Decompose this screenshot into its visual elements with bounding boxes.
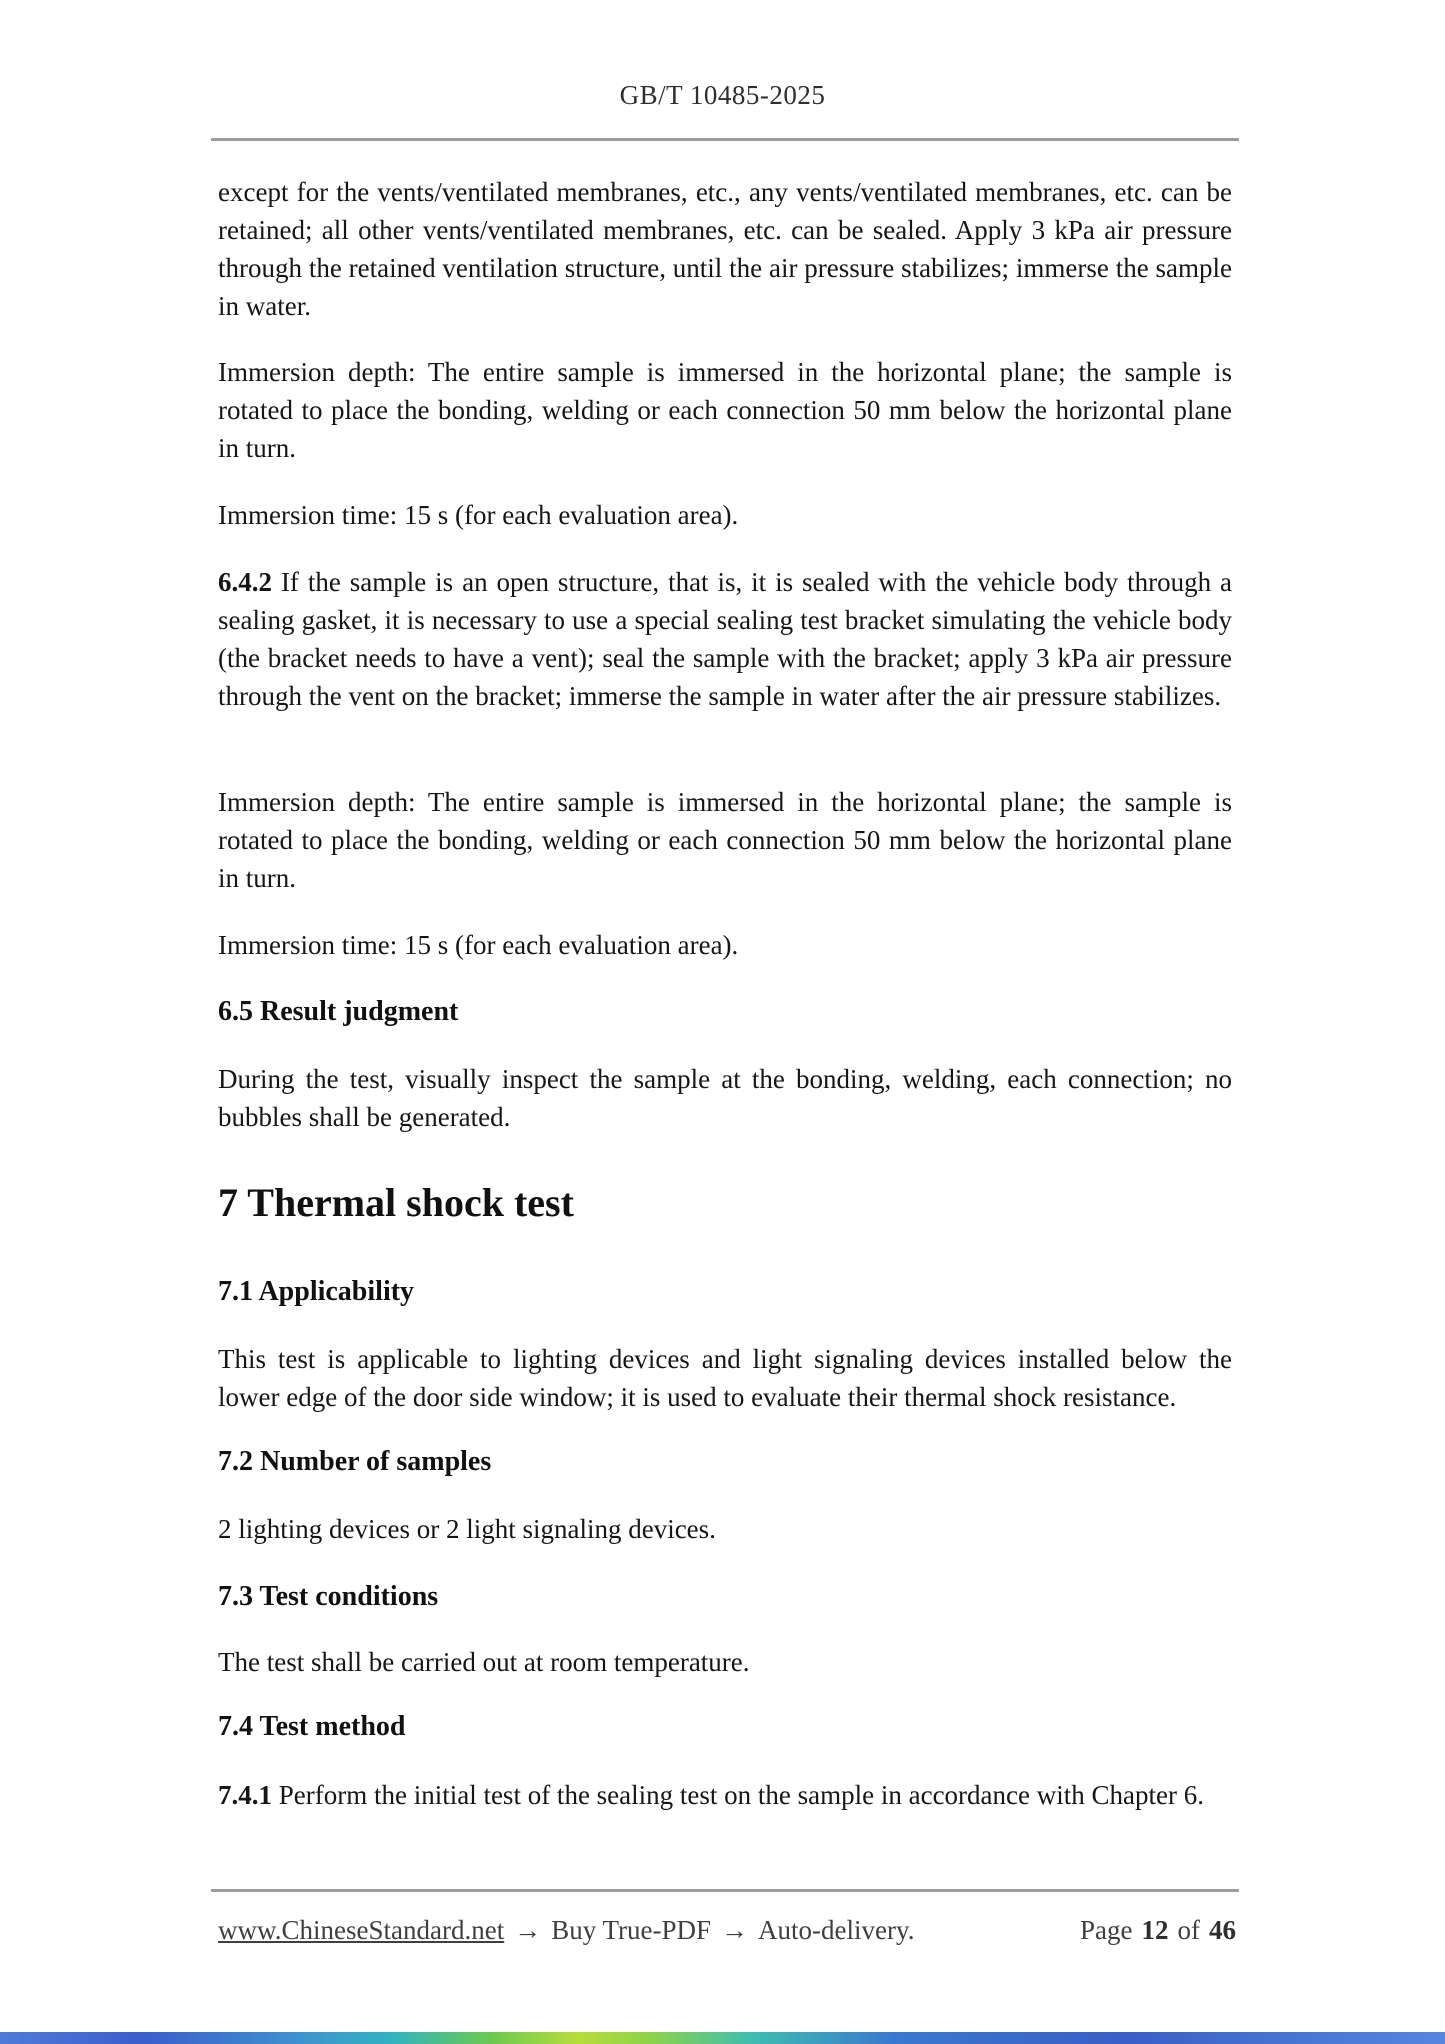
paragraph-immersion-depth-1: Immersion depth: The entire sample is immersed in the horizontal plane; the sample is rotated to place the bonding, welding or each connection 50 mm below the horizontal plane in turn. xyxy=(218,357,1232,463)
footer-divider xyxy=(211,1889,1239,1892)
heading-7-thermal-shock-test: 7 Thermal shock test xyxy=(218,1180,574,1225)
paragraph-immersion-time-1: Immersion time: 15 s (for each evaluation area). xyxy=(218,500,739,530)
footer-color-bar xyxy=(0,2032,1445,2044)
of-label: of xyxy=(1177,1915,1200,1945)
right-arrow-icon: → xyxy=(514,1915,542,1945)
paragraph-test-conditions: The test shall be carried out at room temperature. xyxy=(218,1647,750,1677)
doc-number-header: GB/T 10485-2025 xyxy=(619,80,826,110)
paragraph-applicability: This test is applicable to lighting devices and light signaling devices installed below the lower edge of the door side window; it is used to evaluate their thermal shock resistance. xyxy=(218,1344,1232,1412)
clause-number-7-4-1: 7.4.1 xyxy=(218,1780,272,1810)
header-divider xyxy=(211,138,1239,141)
footer-left-text xyxy=(218,1912,914,1948)
footer-delivery-label: Auto-delivery. xyxy=(758,1915,915,1945)
paragraph-6-4-2 xyxy=(218,563,1232,715)
heading-7-3-test-conditions: 7.3 Test conditions xyxy=(218,1581,439,1612)
paragraph-sealing-continuation: except for the vents/ventilated membranes, etc., any vents/ventilated membranes, etc. can be retained; all other vents/ventilated membranes, etc. can be sealed. Apply 3 kPa air pressure through the retained ventilation structure, until the air pressure stabilizes; immerse the sample in water. xyxy=(218,177,1232,321)
clause-text-6-4-2: If the sample is an open structure, that is, it is sealed with the vehicle body through a sealing gasket, it is necessary to use a special sealing test bracket simulating the vehicle body (the bracket needs to have a vent); seal the sample with the bracket; apply 3 kPa air pressure through the vent on the bracket; immerse the sample in water after the air pressure stabilizes. xyxy=(218,567,1232,711)
page-indicator xyxy=(1080,1912,1236,1948)
page-footer xyxy=(218,1912,1236,1948)
page-current: 12 xyxy=(1141,1915,1169,1945)
paragraph-7-4-1 xyxy=(218,1776,1232,1814)
heading-7-4-test-method: 7.4 Test method xyxy=(218,1711,406,1742)
heading-6-5-result-judgment: 6.5 Result judgment xyxy=(218,996,459,1027)
paragraph-number-of-samples: 2 lighting devices or 2 light signaling devices. xyxy=(218,1514,716,1544)
page-total: 46 xyxy=(1209,1915,1236,1945)
paragraph-immersion-time-2: Immersion time: 15 s (for each evaluation area). xyxy=(218,930,739,960)
page-label: Page xyxy=(1080,1915,1133,1945)
footer-buy-label: Buy True-PDF xyxy=(551,1915,712,1945)
paragraph-immersion-depth-2: Immersion depth: The entire sample is immersed in the horizontal plane; the sample is rotated to place the bonding, welding or each connection 50 mm below the horizontal plane in turn. xyxy=(218,787,1232,893)
clause-number-6-4-2: 6.4.2 xyxy=(218,567,272,597)
heading-7-1-applicability: 7.1 Applicability xyxy=(218,1276,415,1307)
heading-7-2-number-of-samples: 7.2 Number of samples xyxy=(218,1446,492,1477)
clause-text-7-4-1: Perform the initial test of the sealing test on the sample in accordance with Chapter 6. xyxy=(278,1780,1204,1810)
footer-site-link[interactable]: www.ChineseStandard.net xyxy=(218,1915,505,1945)
right-arrow-icon: → xyxy=(721,1915,749,1945)
paragraph-result-judgment: During the test, visually inspect the sample at the bonding, welding, each connection; no bubbles shall be generated. xyxy=(218,1064,1232,1132)
